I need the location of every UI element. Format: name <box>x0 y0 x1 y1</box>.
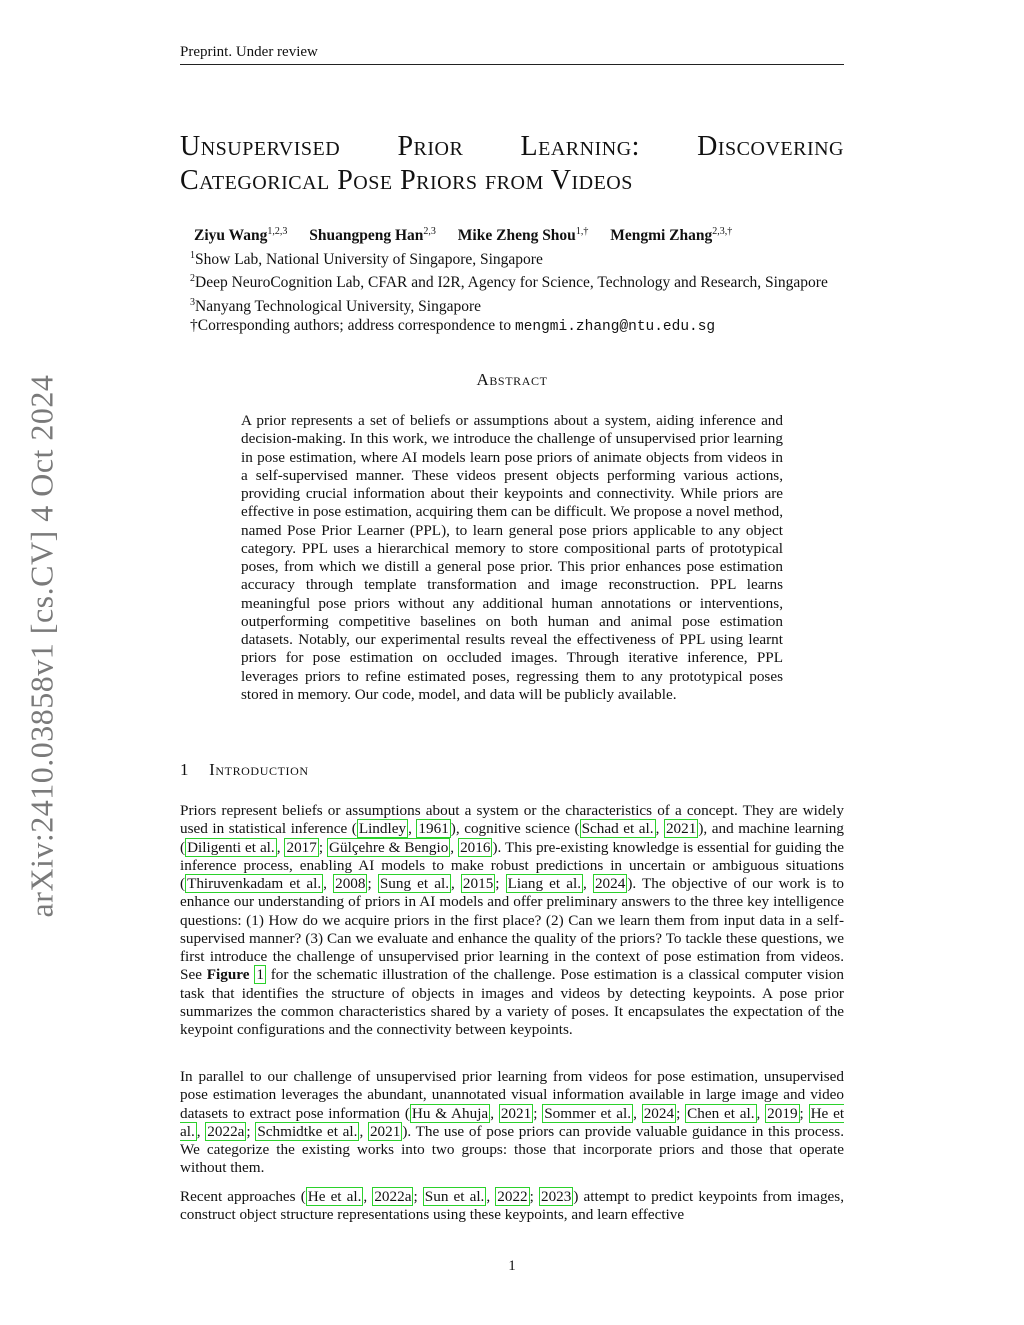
affiliation <box>190 246 828 269</box>
citation-link[interactable]: 2021 <box>369 1122 401 1140</box>
section-number: 1 <box>180 760 190 779</box>
author-name: Mike Zheng Shou <box>457 227 576 245</box>
text: ; <box>367 875 378 892</box>
text: , <box>486 1188 496 1205</box>
citation-link[interactable]: 2008 <box>335 875 366 892</box>
arxiv-stamp: arXiv:2410.03858v1 [cs.CV] 4 Oct 2024 <box>23 374 60 918</box>
author-list <box>194 226 750 245</box>
text: ; <box>413 1188 423 1205</box>
intro-paragraph-2 <box>180 1068 844 1178</box>
author-name: Shuangpeng Han <box>309 227 424 245</box>
title-line-2: Categorical Pose Priors from Videos <box>180 165 633 196</box>
running-head: Preprint. Under review <box>180 44 844 65</box>
citation-link[interactable]: 1961 <box>418 820 449 838</box>
text: , <box>323 875 334 892</box>
corresponding-email: mengmi.zhang@ntu.edu.sg <box>515 319 716 336</box>
text: , <box>451 875 461 892</box>
citation-link[interactable]: He et al. <box>180 1104 845 1140</box>
citation-link[interactable]: Sun et al. <box>424 1188 485 1205</box>
citation-link[interactable]: Gülçehre & Bengio <box>329 838 449 856</box>
affiliation-mark: 3 <box>190 296 195 308</box>
intro-paragraph-3 <box>180 1188 844 1225</box>
corresponding-text: †Corresponding authors; address correspondence to <box>190 317 515 335</box>
citation-link[interactable]: Sung et al. <box>379 875 449 892</box>
abstract-heading: Abstract <box>476 370 548 389</box>
affiliation-text: Show Lab, National University of Singapore, Singapore <box>195 251 543 269</box>
citation-link[interactable]: Lindley <box>358 820 407 838</box>
citation-link[interactable]: Diligenti et al. <box>187 838 275 856</box>
citation-link[interactable]: 2023 <box>540 1188 572 1205</box>
citation-link[interactable]: 2017 <box>286 838 317 856</box>
text: ; <box>495 875 506 892</box>
text: , <box>363 1188 373 1205</box>
section-heading <box>180 760 309 780</box>
citation-link[interactable]: Thiruvenkadam et al. <box>187 875 322 892</box>
affiliation-text: Deep NeuroCognition Lab, CFAR and I2R, Agency for Science, Technology and Research, Singapore <box>195 274 828 292</box>
text: Priors represent beliefs or assumptions about a system or the characteristics of a concept. They are widely used in statistical inference ( <box>180 802 844 838</box>
text: ; <box>676 1104 686 1122</box>
text: ; <box>799 1104 809 1122</box>
text: ; <box>246 1122 256 1140</box>
citation-link[interactable]: 2022a <box>374 1188 412 1205</box>
citation-link[interactable]: 2021 <box>665 820 697 838</box>
text: ). The use of pose priors can provide valuable guidance in this process. We categorize the existing works into two groups: those that incorporate priors and those that operate without them. <box>180 1122 844 1177</box>
section-title: Introduction <box>209 760 309 779</box>
citation-link[interactable]: 2022 <box>497 1188 528 1205</box>
citation-link[interactable]: Liang et al. <box>507 875 582 892</box>
citation-link[interactable]: Schad et al. <box>581 820 654 838</box>
text: , <box>490 1104 499 1122</box>
author <box>194 227 287 244</box>
citation-link[interactable]: Chen et al. <box>687 1104 755 1122</box>
citation-link[interactable]: 2015 <box>462 875 494 892</box>
title-line-1: Unsupervised Prior Learning: Discovering <box>180 131 844 162</box>
author-affil-marks: 2,3 <box>423 226 436 237</box>
text: , <box>655 820 664 838</box>
citation-link[interactable]: 2024 <box>594 875 626 892</box>
page-number: 1 <box>508 1258 516 1274</box>
text: ; <box>533 1104 543 1122</box>
text: for the schematic illustration of the challenge. Pose estimation is a classical computer vision task that identifies the structure of objects in images and videos by detecting keypoints. A pose prior summarizes the common characteristics shared by a variety of poses. It encapsulates the expectation of the keypoint configurations and the connectivity between keypoints. <box>180 966 844 1038</box>
text: , <box>408 820 417 838</box>
author-affil-marks: 2,3,† <box>712 226 733 237</box>
affiliation-mark: 2 <box>190 273 195 285</box>
text: ; <box>318 838 328 856</box>
abstract-body: A prior represents a set of beliefs or assumptions about a system, aiding inference and decision-making. In this work, we introduce the challenge of unsupervised prior learning in pose estimation, where AI models learn pose priors of animate objects from videos in a self-supervised manner. These videos present objects performing various actions, providing crucial information about their keypoints and connectivity. While priors are effective in pose estimation, acquiring them can be difficult. We propose a novel method, named Pose Prior Learner (PPL), to learn general pose priors applicable to any object category. PPL uses a hierarchical memory to store compositional parts of prototypical poses, from which we distill a general pose prior. This prior enhances pose estimation accuracy through template transformation and image reconstruction. PPL learns meaningful pose priors without any additional human annotations or interventions, outperforming competitive baselines on both human and animal pose estimation datasets. Notably, our experimental results reveal the effectiveness of PPL using learnt priors for pose estimation on occluded images. Through iterative inference, PPL leverages priors to refine estimated poses, regressing them to any prototypical poses stored in memory. Our code, model, and data will be publicly available. <box>241 412 783 703</box>
affiliation <box>190 269 828 292</box>
affiliation-list <box>190 246 828 338</box>
citation-link[interactable]: 2016 <box>460 838 491 856</box>
author <box>610 227 732 244</box>
affiliation-text: Nanyang Technological University, Singapore <box>195 298 482 316</box>
text: , <box>633 1104 642 1122</box>
author <box>309 227 436 244</box>
text: , <box>756 1104 766 1122</box>
text: ; <box>529 1188 539 1205</box>
text: In parallel to our challenge of unsupervised prior learning from videos for pose estimation, unsupervised pose estimation leverages the abundant, unannotated visual information available in large image and video datasets to extract pose information ( <box>180 1068 844 1122</box>
author-affil-marks: 1,2,3 <box>267 226 288 237</box>
text: ). The objective of our work is to enhance our understanding of priors in AI models and offer preliminary answers to the three key intelligence questions: (1) How do we acquire priors in the first place? (2) Can we learn them from input data in a self-supervised manner? (3) Can we evaluate and enhance the quality of the priors? To tackle these questions, we first introduce the challenge of unsupervised prior learning in the context of pose estimation from videos. See <box>180 875 845 984</box>
figure-ref-link[interactable]: 1 <box>256 966 264 984</box>
affiliation <box>190 293 828 316</box>
citation-link[interactable]: 2021 <box>500 1104 532 1122</box>
text: Recent approaches ( <box>180 1188 306 1205</box>
citation-link[interactable]: 2022a <box>207 1122 245 1140</box>
intro-paragraph-1 <box>180 802 844 1039</box>
text: ) attempt to predict keypoints from images, construct object structure representations using these keypoints, and learn effective <box>180 1188 844 1224</box>
author-affil-marks: 1,† <box>575 226 589 237</box>
text: , <box>450 838 459 856</box>
author-name: Ziyu Wang <box>194 227 268 245</box>
citation-link[interactable]: 2019 <box>767 1104 798 1122</box>
text: , <box>276 838 285 856</box>
figure-word: Figure <box>206 966 250 984</box>
text: ). This pre-existing knowledge is essential for guiding the inference process, enabling AI models to make robust predictions in uncertain or ambiguous situations ( <box>180 838 844 892</box>
author <box>458 227 589 244</box>
text: ), cognitive science ( <box>450 820 580 838</box>
citation-link[interactable]: He et al. <box>307 1188 362 1205</box>
corresponding-note <box>190 316 828 337</box>
text: , <box>359 1122 368 1140</box>
citation-link[interactable]: 2024 <box>643 1104 675 1122</box>
affiliation-mark: 1 <box>190 250 195 261</box>
text: ), and machine learning ( <box>180 820 844 856</box>
paper-title <box>180 130 844 198</box>
citation-link[interactable]: Sommer et al. <box>544 1104 632 1122</box>
text: , <box>196 1122 206 1140</box>
citation-link[interactable]: Schmidtke et al. <box>257 1122 358 1140</box>
citation-link[interactable]: Hu & Ahuja <box>411 1104 489 1122</box>
author-name: Mengmi Zhang <box>610 227 713 245</box>
text: , <box>583 875 593 892</box>
